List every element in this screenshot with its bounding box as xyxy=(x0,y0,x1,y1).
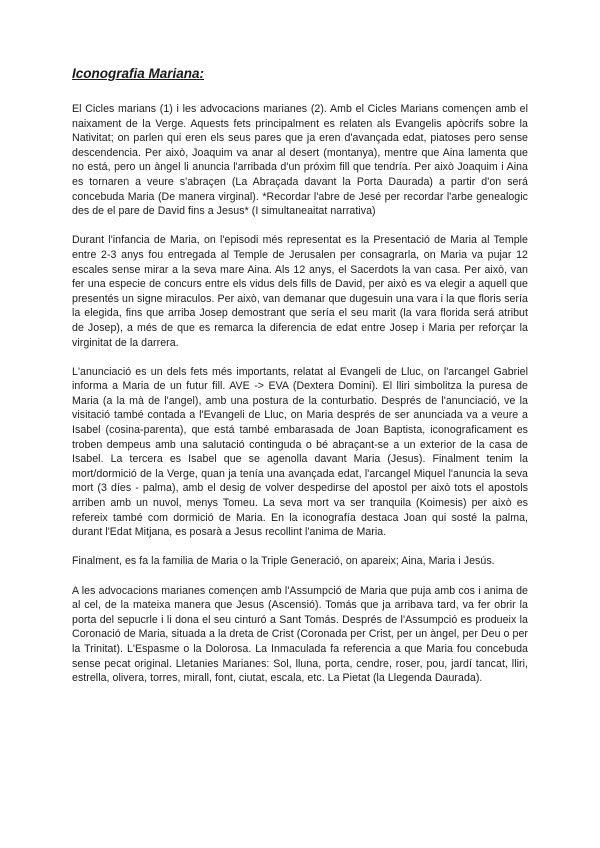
paragraph-advocacions: A les advocacions marianes començen amb l'Assumpció de Maria que puja amb cos i anima de al cel, de la mateixa manera que Jesus (Ascensió). Tomás que ja arribava tard, va fer obrir la porta del sepucrle i li dona el seu cinturó a Sant Tomás. Després de l'Assumpció es produeix la Coronació de Maria, situada a la dreta de Crist (Coronada per Crist, per un àngel, per Deu o per la Trinitat). L'Espasme o la Dolorosa. La Inmaculada fa referencia a que Maria fou concebuda sense pecat original. Lletanies Marianes: Sol, lluna, porta, cendre, roser, pou, jardí tancat, lliri, estrella, olivera, torres, mirall, font, ciutat, escala, etc. La Pietat (la Llegenda Daurada). xyxy=(72,584,528,685)
paragraph-infancia: Durant l'infancia de Maria, on l'episodi més representat es la Presentació de Maria al Temple entre 2-3 anys fou entregada al Temple de Jerusalen per consagrarla, on Maria va pujar 12 escales sense mirar a la seva mare Aina. Als 12 anys, el Sacerdots la van casa. Per això, van fer una especie de concurs entre els vidus dels fills de David, per això es va elegir a aquell que presentés un signe miraculos. Per això, van demanar que dugesuin una vara i la que floris sería la elegida, fins que arriba Josep demostrant que sería el seu marit (la vara florida será atribut de Josep), a més de que es remarca la diferencia de edat entre Josep i Maria per reforçar la virginitat de la darrera. xyxy=(72,234,528,349)
paragraph-cicles-marians: El Cicles marians (1) i les advocacions marianes (2). Amb el Cicles Marians començen amb el naixament de la Verge. Aquests fets principalment es relaten als Evangelis apòcrifs sobre la Nativitat; on parlen qui eren els seus pares que ja eren d'avançada edat, piatoses pero sense descendencia. Per això, Joaquim va anar al desert (montanya), mentre que Aina lamenta que no está, pero un àngel li anuncia l'arribada d'un próxim fill que tendría. Per això Joaquim i Aina es tornaren a veure s'abraçen (La Abraçada davant la Porta Daurada) a partir d'on será concebuda Maria (De manera virginal). *Recordar l'abre de Jesé per recordar l'arbe genealogic des de el pare de David fins a Jesus* (I simultaneaitat narrativa) xyxy=(72,103,528,218)
document-page xyxy=(72,66,528,700)
paragraph-triple-generacio: Finalment, es fa la familia de Maria o la Triple Generació, on apareix; Aina, Maria i Jesús. xyxy=(72,555,495,568)
document-title: Iconografia Mariana: xyxy=(72,66,205,81)
paragraph-anunciacio: L'anunciació es un dels fets més importants, relatat al Evangeli de Lluc, on l'arcangel Gabriel informa a Maria de un futur fill. AVE -> EVA (Dextera Domini). El lliri simbolitza la puresa de Maria (a la mà de l'angel), amb una postura de la conturbatio. Després de l'anunciació, ve la visitació també contada a l'Evangeli de Lluc, on Maria després de ser anunciada va a veure a Isabel (cosina-parenta), que está també embarasada de Joan Baptista, iconograficament es troben dempeus amb una salutació continguda o bé abraçant-se a un exterior de la casa de Isabel. La tercera es Isabel que se agenolla davant Maria (Jesus). Finalment tenim la mort/dormició de la Verge, quan ja tenía una avançada edat, l'arcangel Miquel l'anuncia la seva mort (3 díes - palma), amb el desig de volver despedirse del apostol per això tots el apostols arriben amb un nuvol, menys Tomeu. La seva mort va ser tranquila (Koimesis) per això es refereix també com dormició de Maria. En la iconografía destaca Joan qui sosté la palma, durant l'Edat Mitjana, es posarà a Jesus recollint l'anima de Maria. xyxy=(72,365,528,539)
